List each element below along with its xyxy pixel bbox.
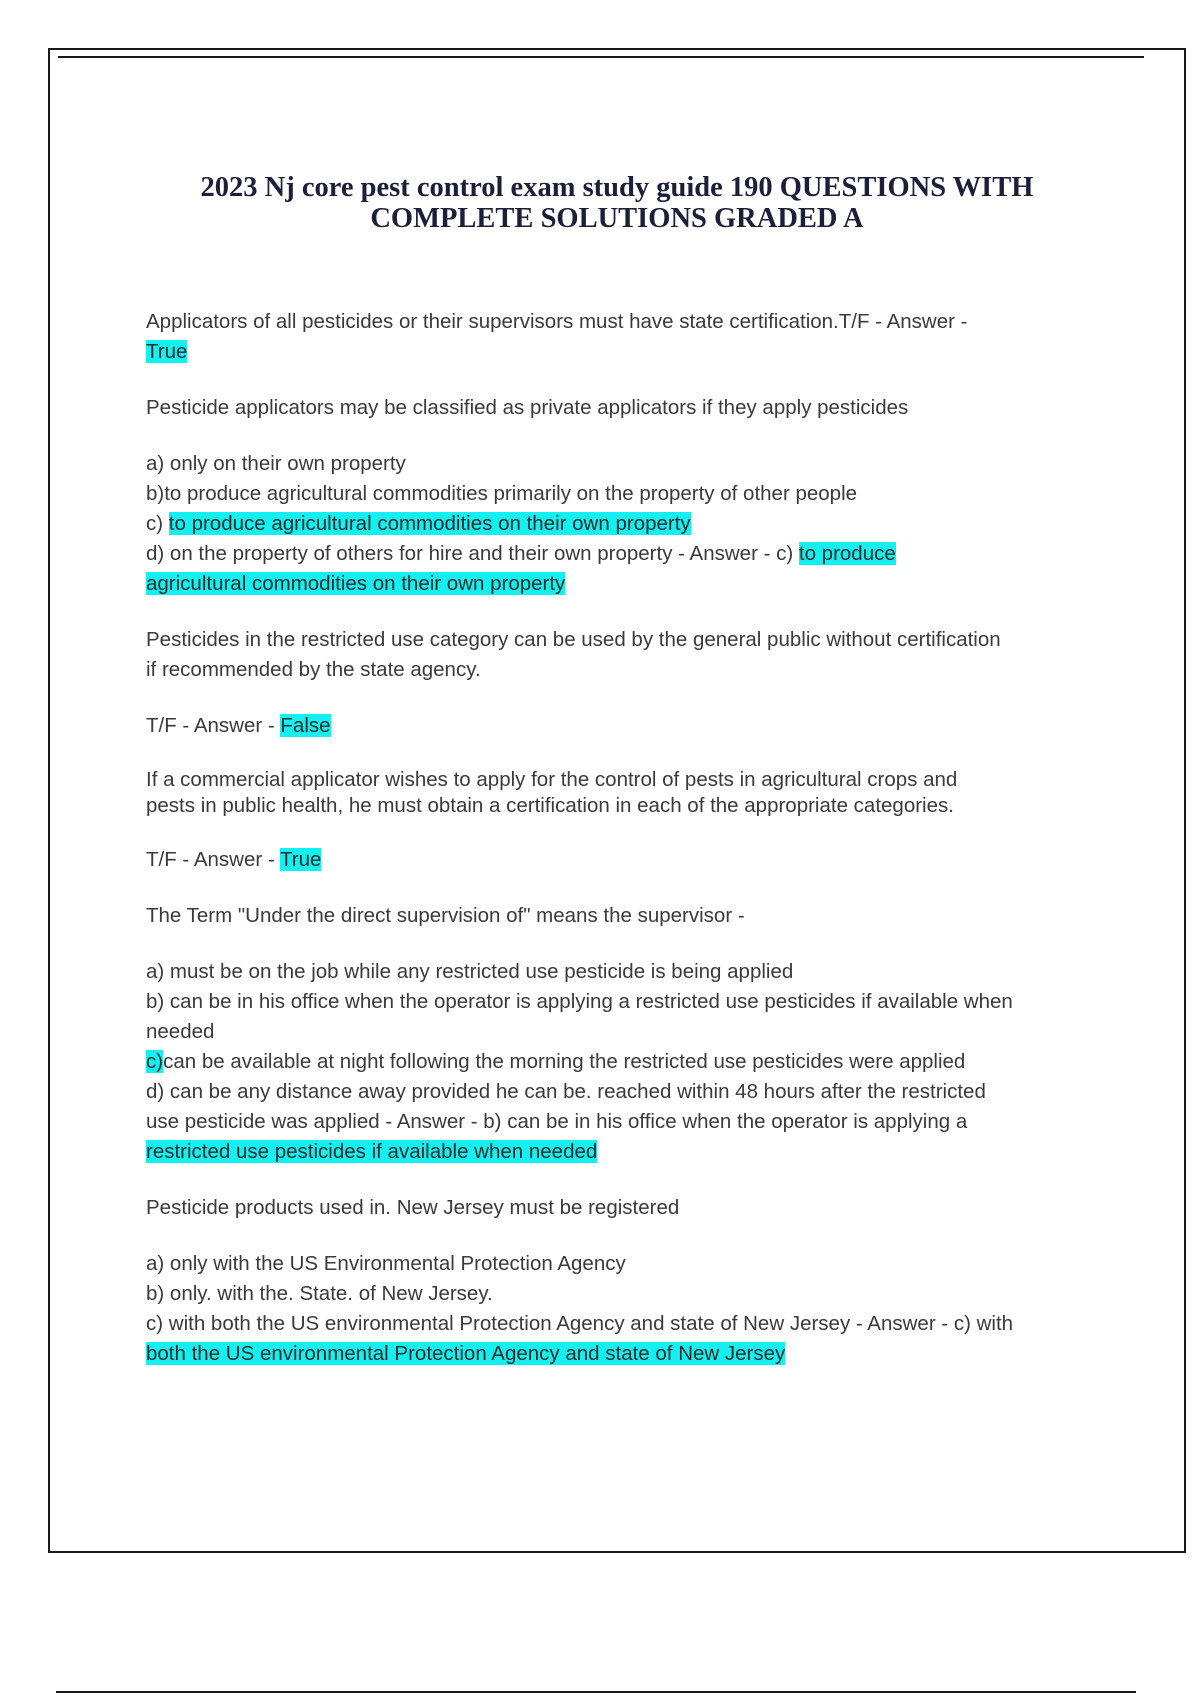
option-c-label: c) (146, 512, 169, 535)
question-6 (146, 1193, 1136, 1223)
bottom-rule (56, 1691, 1136, 1693)
question-6-text: Pesticide products used in. New Jersey must be registered (146, 1196, 680, 1219)
question-2-option-d (146, 539, 1136, 569)
question-6-option-b: b) only. with the. State. of New Jersey. (146, 1282, 493, 1305)
option-c-text: can be available at night following the morning the restricted use pesticides were applied (163, 1050, 966, 1073)
question-5-option-d-line-1: d) can be any distance away provided he can be. reached within 48 hours after the restricted (146, 1080, 986, 1103)
question-5 (146, 901, 1136, 931)
title-line-2: COMPLETE SOLUTIONS GRADED A (370, 203, 864, 234)
question-5-text: The Term "Under the direct supervision of" means the supervisor - (146, 904, 745, 927)
question-1-text: Applicators of all pesticides or their supervisors must have state certification.T/F - Answer - (146, 310, 968, 333)
question-4 (146, 767, 1136, 819)
question-1-answer: True (146, 340, 188, 363)
question-2-option-a: a) only on their own property (146, 452, 406, 475)
question-3-line-2: if recommended by the state agency. (146, 658, 481, 681)
answer-prefix: T/F - Answer - (146, 714, 281, 737)
question-2 (146, 393, 1136, 423)
question-4-answer-row (146, 845, 1136, 875)
question-5-option-c (146, 1047, 1136, 1077)
question-2-text: Pesticide applicators may be classified as private applicators if they apply pesticides (146, 396, 909, 419)
question-6-options (146, 1249, 1136, 1369)
question-3-answer-row (146, 711, 1136, 741)
question-5-options (146, 957, 1136, 1167)
top-rule (58, 56, 1144, 58)
question-4-answer: True (280, 848, 322, 871)
question-2-answer-part2: agricultural commodities on their own property (146, 572, 566, 595)
title-line-1: 2023 Nj core pest control exam study guide 190 QUESTIONS WITH (200, 172, 1034, 203)
question-3 (146, 625, 1136, 685)
document-title (110, 172, 1124, 234)
question-6-answer: both the US environmental Protection Agency and state of New Jersey (146, 1342, 786, 1365)
question-list (146, 307, 1136, 1369)
question-6-option-c: c) with both the US environmental Protection Agency and state of New Jersey - Answer - c) with (146, 1312, 1014, 1335)
question-6-option-a: a) only with the US Environmental Protection Agency (146, 1252, 626, 1275)
option-c-mark: c) (146, 1050, 164, 1073)
question-5-answer: restricted use pesticides if available when needed (146, 1140, 598, 1163)
question-2-answer-part1: to produce (798, 542, 896, 565)
option-d-text: d) on the property of others for hire and their own property - Answer - c) (146, 542, 799, 565)
question-5-option-b-line-2: needed (146, 1020, 215, 1043)
question-1 (146, 307, 1136, 367)
question-2-options (146, 449, 1136, 599)
question-5-option-a: a) must be on the job while any restricted use pesticide is being applied (146, 960, 794, 983)
page-frame (48, 48, 1186, 1553)
question-5-option-b-line-1: b) can be in his office when the operator is applying a restricted use pesticides if available when (146, 990, 1013, 1013)
question-2-option-c (146, 509, 1136, 539)
question-3-answer: False (280, 714, 331, 737)
question-4-line-1: If a commercial applicator wishes to apply for the control of pests in agricultural crops and (146, 768, 958, 791)
question-2-option-b: b)to produce agricultural commodities primarily on the property of other people (146, 482, 858, 505)
answer-prefix: T/F - Answer - (146, 848, 281, 871)
question-3-line-1: Pesticides in the restricted use category can be used by the general public without certification (146, 628, 1001, 651)
question-5-option-d-line-2: use pesticide was applied - Answer - b) can be in his office when the operator is applying a (146, 1110, 968, 1133)
question-4-line-2: pests in public health, he must obtain a certification in each of the appropriate categories. (146, 794, 954, 817)
option-c-highlight: to produce agricultural commodities on their own property (168, 512, 691, 535)
